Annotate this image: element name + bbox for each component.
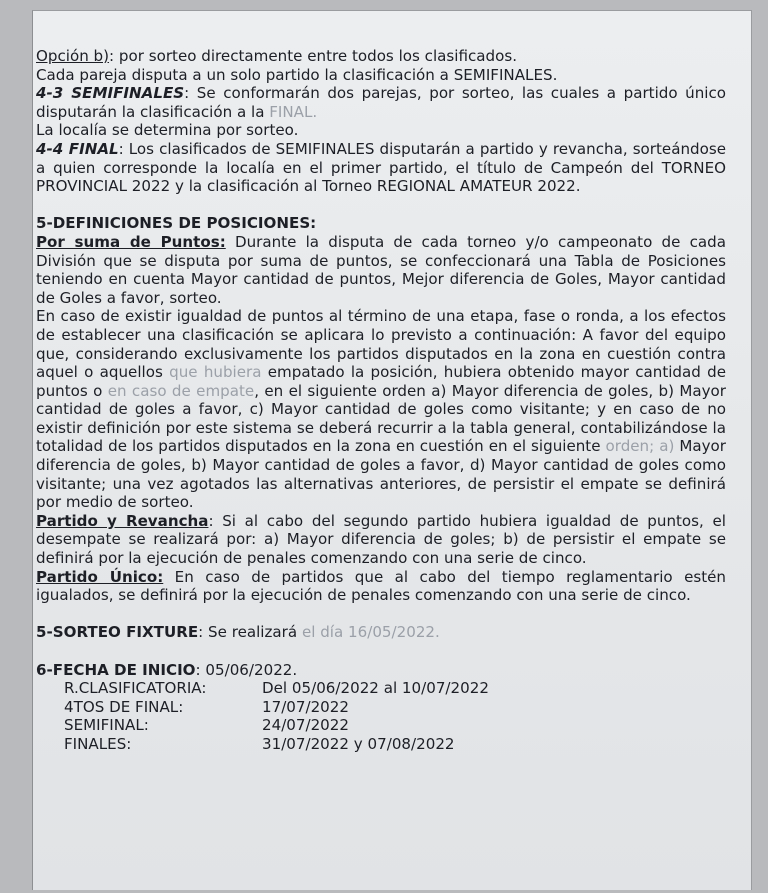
sorteo-text: : Se realizará [198, 623, 302, 642]
schedule-date: Del 05/06/2022 al 10/07/2022 [262, 679, 489, 698]
unico-label: Partido Único: [36, 567, 164, 586]
document-body [36, 47, 726, 754]
opcion-b-line [36, 47, 726, 66]
igualdad-text-2: empatado la posición, hubiera obtenido mayor cantidad de puntos o [36, 363, 726, 400]
sorteo-label: 5-SORTEO FIXTURE [36, 623, 199, 642]
sorteo-faded-date: el día 16/05/2022. [301, 623, 440, 642]
schedule-date: 31/07/2022 y 07/08/2022 [262, 734, 455, 753]
igualdad-faded-1: que hubiera [169, 363, 262, 382]
spacer [36, 642, 726, 661]
igualdad-text-1: En caso de existir igualdad de puntos al término de una etapa, fase o ronda, a los efectos de establecer una clasificación se aplicara lo previsto a continuación: A favor del equipo que, considerando exclusivamente los partidos disputados en la zona en cuestión contra aquel o aquellos [36, 307, 726, 382]
schedule-row [64, 698, 726, 717]
sorteo-line [36, 623, 726, 642]
suma-paragraph [36, 233, 726, 307]
schedule-row [64, 716, 726, 735]
schedule-date: 24/07/2022 [262, 716, 349, 735]
localia-line: La localía se determina por sorteo. [36, 121, 299, 140]
igualdad-paragraph [36, 307, 726, 512]
suma-label: Por suma de Puntos: [36, 232, 226, 251]
semifinales-label: 4-3 SEMIFINALES [36, 84, 185, 103]
final-text: : Los clasificados de SEMIFINALES disputarán a partido y revancha, sorteándose a quien corresponde la localía en el primer partido, el título de Campeón del TORNEO PROVINCIAL 2022 y la clasificación al Torneo REGIONAL AMATEUR 2022. [36, 139, 726, 196]
schedule-stage: FINALES: [64, 734, 132, 753]
schedule-stage: R.CLASIFICATORIA: [64, 679, 207, 698]
igualdad-text-4: Mayor diferencia de goles, b) Mayor cantidad de goles a favor, d) Mayor cantidad de goles como visitante; una vez agotados las alternativas anteriores, de persistir el empate se definirá por medio de sorteo. [36, 437, 726, 512]
igualdad-faded-3: orden; a) [605, 437, 675, 456]
igualdad-faded-2: en caso de empate [107, 381, 255, 400]
opcion-b-label: Opción b) [36, 47, 110, 65]
igualdad-text-3: , en el siguiente orden a) Mayor diferencia de goles, b) Mayor cantidad de goles a favor, c) Mayor cantidad de goles como visitante; y en caso de no existir definición por este sistema se deberá recurrir a la tabla general, contabilizándose la totalidad de los partidos disputados en la zona en cuestión en el siguiente [36, 381, 726, 456]
opcion-b-text: : por sorteo directamente entre todos los clasificados. [109, 47, 518, 65]
fecha-inicio-line [36, 661, 726, 680]
revancha-text: : Si al cabo del segundo partido hubiera igualdad de puntos, el desempate se realizará por: a) Mayor diferencia de goles; b) de persistir el empate se definirá por la ejecución de penales comenzando con una serie de cinco. [36, 511, 726, 568]
schedule-date: 17/07/2022 [262, 697, 349, 716]
document-page [32, 10, 752, 890]
schedule-row [64, 735, 726, 754]
semifinales-text: : Se conformarán dos parejas, por sorteo, las cuales a partido único disputarán la clasificación a la [36, 84, 726, 121]
semifinales-faded-text: FINAL. [269, 102, 318, 121]
schedule-stage: 4TOS DE FINAL: [64, 697, 184, 716]
final-paragraph [36, 140, 726, 196]
unico-paragraph [36, 568, 726, 605]
definiciones-heading: 5-DEFINICIONES DE POSICIONES: [36, 214, 317, 233]
revancha-paragraph [36, 512, 726, 568]
fecha-inicio-text: : 05/06/2022. [195, 660, 298, 679]
semifinales-paragraph [36, 84, 726, 121]
schedule-stage: SEMIFINAL: [64, 716, 149, 735]
schedule-table [64, 679, 726, 753]
spacer [36, 605, 726, 624]
final-label: 4-4 FINAL [36, 139, 119, 158]
revancha-label: Partido y Revancha [36, 511, 209, 530]
fecha-inicio-label: 6-FECHA DE INICIO [36, 660, 196, 679]
pareja-line: Cada pareja disputa a un solo partido la clasificación a SEMIFINALES. [36, 65, 558, 84]
schedule-row [64, 679, 726, 698]
suma-text: Durante la disputa de cada torneo y/o campeonato de cada División que se disputa por suma de puntos, se confeccionará una Tabla de Posiciones teniendo en cuenta Mayor cantidad de puntos, Mejor diferencia de Goles, Mayor cantidad de Goles a favor, sorteo. [36, 232, 726, 307]
unico-text: En caso de partidos que al cabo del tiempo reglamentario estén igualados, se definirá por la ejecución de penales comenzando con una serie de cinco. [36, 567, 726, 605]
spacer [36, 196, 726, 215]
